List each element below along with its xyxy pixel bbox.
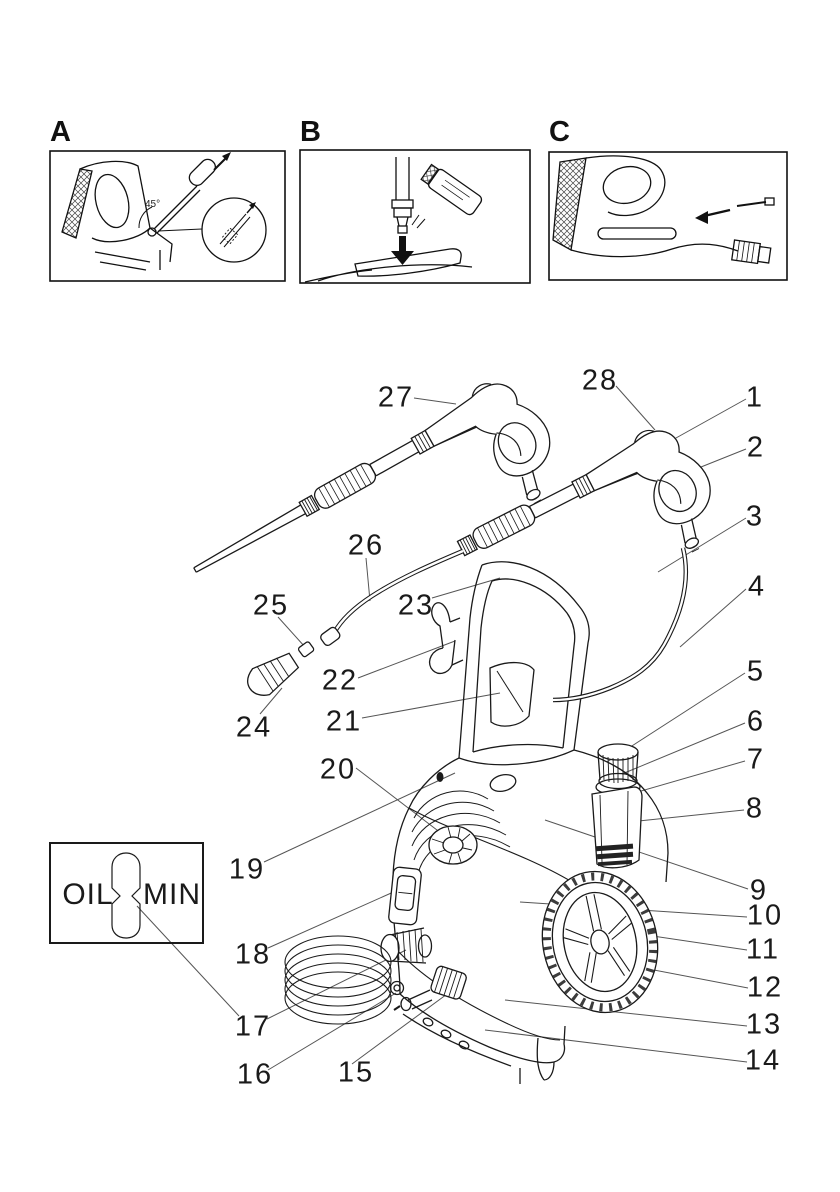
panel-a-art — [50, 151, 285, 281]
callout-15: 15 — [337, 1056, 375, 1089]
callout-7: 7 — [746, 743, 766, 776]
panel-label-c: C — [549, 116, 570, 148]
spray-nozzle — [242, 647, 302, 701]
callout-24: 24 — [235, 711, 273, 744]
callout-19: 19 — [228, 853, 266, 886]
callout-5: 5 — [746, 655, 766, 688]
nozzle-adapter — [298, 641, 315, 658]
callout-8: 8 — [745, 792, 765, 825]
callout-26: 26 — [347, 529, 385, 562]
callout-4: 4 — [747, 570, 767, 603]
callout-17: 17 — [234, 1010, 272, 1043]
callout-23: 23 — [397, 589, 435, 622]
panel-label-a: A — [50, 116, 71, 148]
callout-25: 25 — [252, 589, 290, 622]
callout-3: 3 — [745, 500, 765, 533]
callout-16: 16 — [236, 1058, 274, 1091]
callout-20: 20 — [319, 753, 357, 786]
callout-22: 22 — [321, 664, 359, 697]
callout-13: 13 — [745, 1008, 783, 1041]
callout-11: 11 — [745, 933, 781, 966]
callout-18: 18 — [234, 938, 272, 971]
hose-coil — [285, 936, 391, 1024]
oil-label: OIL — [62, 878, 114, 911]
panel-b-art — [300, 150, 530, 283]
callout-9: 9 — [749, 874, 769, 907]
callout-21: 21 — [325, 705, 363, 738]
callout-6: 6 — [746, 705, 766, 738]
panel-c-art — [549, 152, 787, 280]
callout-12: 12 — [746, 971, 784, 1004]
wheel — [529, 861, 670, 1024]
callout-10: 10 — [746, 899, 784, 932]
min-label: MIN — [143, 878, 201, 911]
callout-27: 27 — [377, 381, 415, 414]
machine-body — [381, 562, 671, 1084]
callout-28: 28 — [581, 364, 619, 397]
callout-14: 14 — [744, 1044, 782, 1077]
callout-1: 1 — [745, 381, 765, 414]
angle-annotation: 45° — [145, 199, 161, 210]
panel-label-b: B — [300, 116, 321, 148]
callout-2: 2 — [746, 431, 766, 464]
